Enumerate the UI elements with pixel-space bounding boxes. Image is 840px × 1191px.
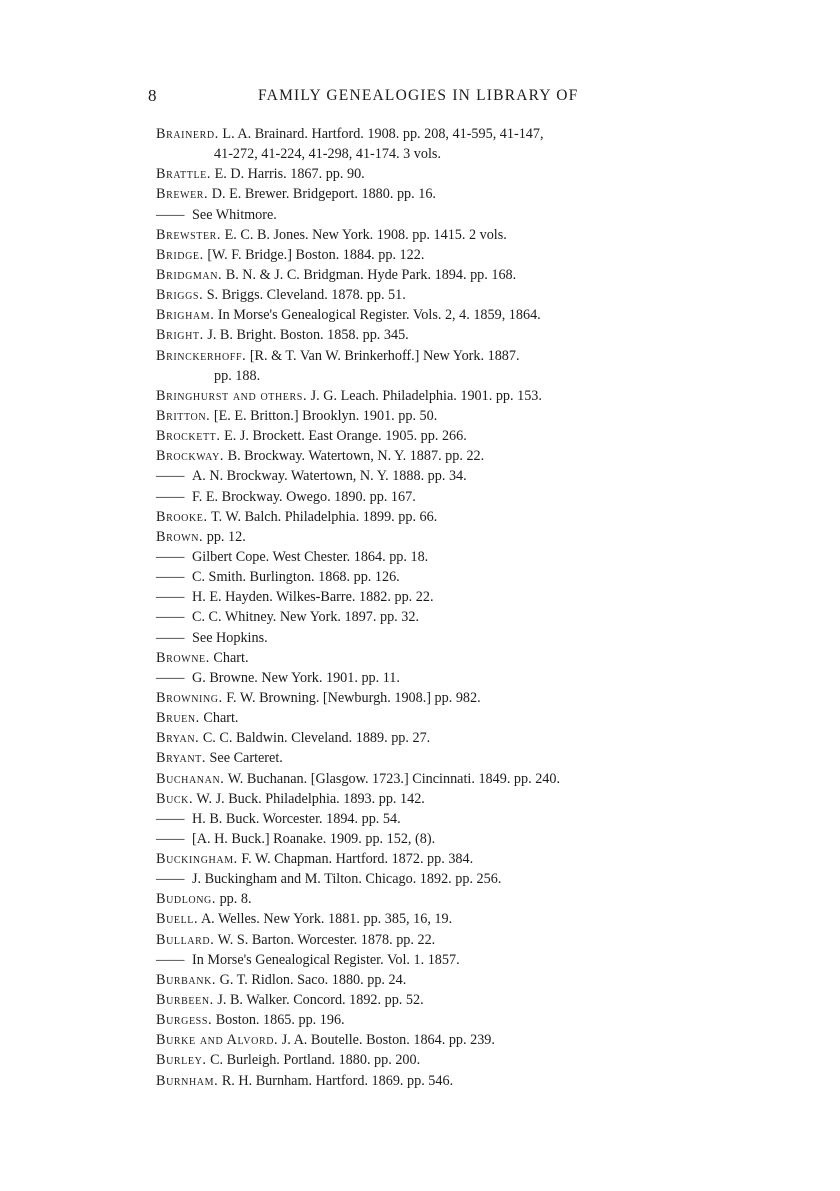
entry-line [156,990,716,1010]
family-name: Burke and Alvord. [156,1032,279,1049]
family-name: Burnham. [156,1072,219,1089]
entry-subentry [156,567,716,587]
family-name: Brinckerhoff. [156,347,247,364]
entry-citation: W. S. Barton. Worcester. 1878. pp. 22. [217,931,436,948]
family-name: Brooke. [156,508,208,525]
entry-line [156,789,716,809]
entry-citation: [A. H. Buck.] Roanake. 1909. pp. 152, (8). [192,830,436,847]
entry-citation: J. Buckingham and M. Tilton. Chicago. 1892. pp. 256. [192,871,502,888]
entry-citation: [R. & T. Van W. Brinkerhoff.] New York. 1887. [249,347,520,364]
family-name: Britton. [156,407,211,424]
entry-line [156,748,716,768]
family-name: Brewer. [156,186,209,203]
entry-subentry [156,547,716,567]
ditto-dash: —— [156,951,185,968]
entry-citation: S. Briggs. Cleveland. 1878. pp. 51. [206,287,406,304]
ditto-dash: —— [156,548,185,565]
entry-citation: A. Welles. New York. 1881. pp. 385, 16, 19. [200,911,453,928]
family-name: Brigham. [156,307,215,324]
family-name: Buchanan. [156,770,225,787]
entry-line [156,184,716,204]
entry-line [156,225,716,245]
entry-citation: E. D. Harris. 1867. pp. 90. [214,166,365,183]
family-name: Buck. [156,790,194,807]
entry-citation: See Carteret. [209,750,283,767]
family-name: Bruen. [156,710,200,727]
entry-line [156,325,716,345]
ditto-dash: —— [156,609,185,626]
entry-citation: In Morse's Genealogical Register. Vol. 1. 1857. [192,951,460,968]
entry-citation: G. T. Ridlon. Saco. 1880. pp. 24. [219,971,407,988]
entry-citation: [W. F. Bridge.] Boston. 1884. pp. 122. [207,246,425,263]
family-name: Brattle. [156,166,212,183]
entry-line [156,507,716,527]
genealogy-entry-list [156,124,716,1091]
entry-subentry [156,607,716,627]
entry-citation: H. E. Hayden. Wilkes-Barre. 1882. pp. 22. [192,589,434,606]
entry-subentry [156,487,716,507]
entry-citation: See Hopkins. [192,629,268,646]
family-name: Bridge. [156,246,204,263]
entry-citation: T. W. Balch. Philadelphia. 1899. pp. 66. [210,508,438,525]
entry-line [156,386,716,406]
entry-citation: 41-272, 41-224, 41-298, 41-174. 3 vols. [214,146,441,163]
entry-continuation [156,366,716,386]
entry-line [156,769,716,789]
entry-line [156,1010,716,1030]
entry-line [156,970,716,990]
family-name: Burbeen. [156,992,214,1009]
entry-line [156,708,716,728]
entry-subentry [156,869,716,889]
entry-continuation [156,144,716,164]
entry-citation: C. C. Whitney. New York. 1897. pp. 32. [192,609,420,626]
entry-citation: Chart. [203,710,239,727]
entry-subentry [156,829,716,849]
running-header [148,86,708,110]
family-name: Brainerd. [156,126,219,142]
family-name: Budlong. [156,891,217,908]
family-name: Browning. [156,689,223,706]
entry-line [156,426,716,446]
page-number: 8 [148,86,157,105]
family-name: Burbank. [156,971,217,988]
entry-line [156,648,716,668]
entry-line [156,1071,716,1091]
entry-citation: J. A. Boutelle. Boston. 1864. pp. 239. [281,1032,495,1049]
entry-citation: In Morse's Genealogical Register. Vols. 2, 4. 1859, 1864. [217,307,541,324]
entry-line [156,688,716,708]
entry-subentry [156,809,716,829]
entry-citation: R. H. Burnham. Hartford. 1869. pp. 546. [221,1072,454,1089]
entry-citation: A. N. Brockway. Watertown, N. Y. 1888. pp. 34. [192,468,467,485]
entry-citation: pp. 8. [219,891,252,908]
entry-subentry [156,466,716,486]
family-name: Burley. [156,1052,207,1069]
entry-line [156,909,716,929]
family-name: Burgess. [156,1012,213,1029]
ditto-dash: —— [156,488,185,505]
entry-subentry [156,628,716,648]
family-name: Brockway. [156,448,225,465]
entry-citation: D. E. Brewer. Bridgeport. 1880. pp. 16. [211,186,436,203]
family-name: Buckingham. [156,851,238,868]
ditto-dash: —— [156,810,185,827]
entry-citation: C. Smith. Burlington. 1868. pp. 126. [192,569,400,586]
family-name: Brown. [156,528,204,545]
entry-line [156,245,716,265]
entry-line [156,346,716,366]
entry-subentry [156,668,716,688]
entry-citation: J. B. Bright. Boston. 1858. pp. 345. [207,327,409,344]
entry-citation: Boston. 1865. pp. 196. [215,1012,345,1029]
ditto-dash: —— [156,569,185,586]
entry-line [156,285,716,305]
entry-line [156,728,716,748]
entry-citation: pp. 12. [206,528,246,545]
entry-citation: J. G. Leach. Philadelphia. 1901. pp. 153. [310,387,542,404]
ditto-dash: —— [156,871,185,888]
entry-citation: pp. 188. [214,367,261,384]
entry-line [156,849,716,869]
entry-citation: E. J. Brockett. East Orange. 1905. pp. 266. [224,428,467,445]
family-name: Briggs. [156,287,204,304]
ditto-dash: —— [156,206,185,223]
ditto-dash: —— [156,468,185,485]
entry-line [156,527,716,547]
entry-subentry [156,587,716,607]
family-name: Brockett. [156,428,221,445]
entry-citation: Chart. [213,649,249,666]
running-title: FAMILY GENEALOGIES IN LIBRARY OF [258,87,579,104]
entry-citation: W. Buchanan. [Glasgow. 1723.] Cincinnati. 1849. pp. 240. [227,770,561,787]
entry-line [156,124,716,144]
entry-citation: G. Browne. New York. 1901. pp. 11. [192,669,400,686]
ditto-dash: —— [156,669,185,686]
entry-citation: J. B. Walker. Concord. 1892. pp. 52. [217,992,424,1009]
family-name: Bullard. [156,931,215,948]
entry-subentry [156,205,716,225]
family-name: Buell. [156,911,199,928]
family-name: Bryant. [156,750,206,767]
entry-citation: E. C. B. Jones. New York. 1908. pp. 1415. 2 vols. [224,226,507,243]
family-name: Bryan. [156,730,200,747]
entry-citation: B. Brockway. Watertown, N. Y. 1887. pp. 22. [227,448,485,465]
ditto-dash: —— [156,830,185,847]
entry-line [156,305,716,325]
entry-citation: C. C. Baldwin. Cleveland. 1889. pp. 27. [202,730,431,747]
family-name: Bringhurst and others. [156,387,308,404]
entry-citation: B. N. & J. C. Bridgman. Hyde Park. 1894. pp. 168. [225,266,517,283]
entry-line [156,406,716,426]
ditto-dash: —— [156,589,185,606]
entry-citation: [E. E. Britton.] Brooklyn. 1901. pp. 50. [213,407,438,424]
entry-citation: F. E. Brockway. Owego. 1890. pp. 167. [192,488,416,505]
entry-line [156,930,716,950]
entry-line [156,164,716,184]
family-name: Brewster. [156,226,222,243]
ditto-dash: —— [156,629,185,646]
family-name: Bridgman. [156,266,223,283]
entry-citation: F. W. Browning. [Newburgh. 1908.] pp. 982. [226,689,481,706]
entry-line [156,446,716,466]
entry-line [156,889,716,909]
entry-citation: Gilbert Cope. West Chester. 1864. pp. 18. [192,548,429,565]
entry-citation: H. B. Buck. Worcester. 1894. pp. 54. [192,810,401,827]
entry-citation: W. J. Buck. Philadelphia. 1893. pp. 142. [196,790,425,807]
family-name: Bright. [156,327,204,344]
entry-line [156,1030,716,1050]
entry-subentry [156,950,716,970]
entry-citation: L. A. Brainard. Hartford. 1908. pp. 208, 41-595, 41-147, [222,126,544,142]
entry-citation: See Whitmore. [192,206,277,223]
entry-line [156,1050,716,1070]
entry-line [156,265,716,285]
entry-citation: C. Burleigh. Portland. 1880. pp. 200. [210,1052,421,1069]
family-name: Browne. [156,649,210,666]
entry-citation: F. W. Chapman. Hartford. 1872. pp. 384. [241,851,474,868]
